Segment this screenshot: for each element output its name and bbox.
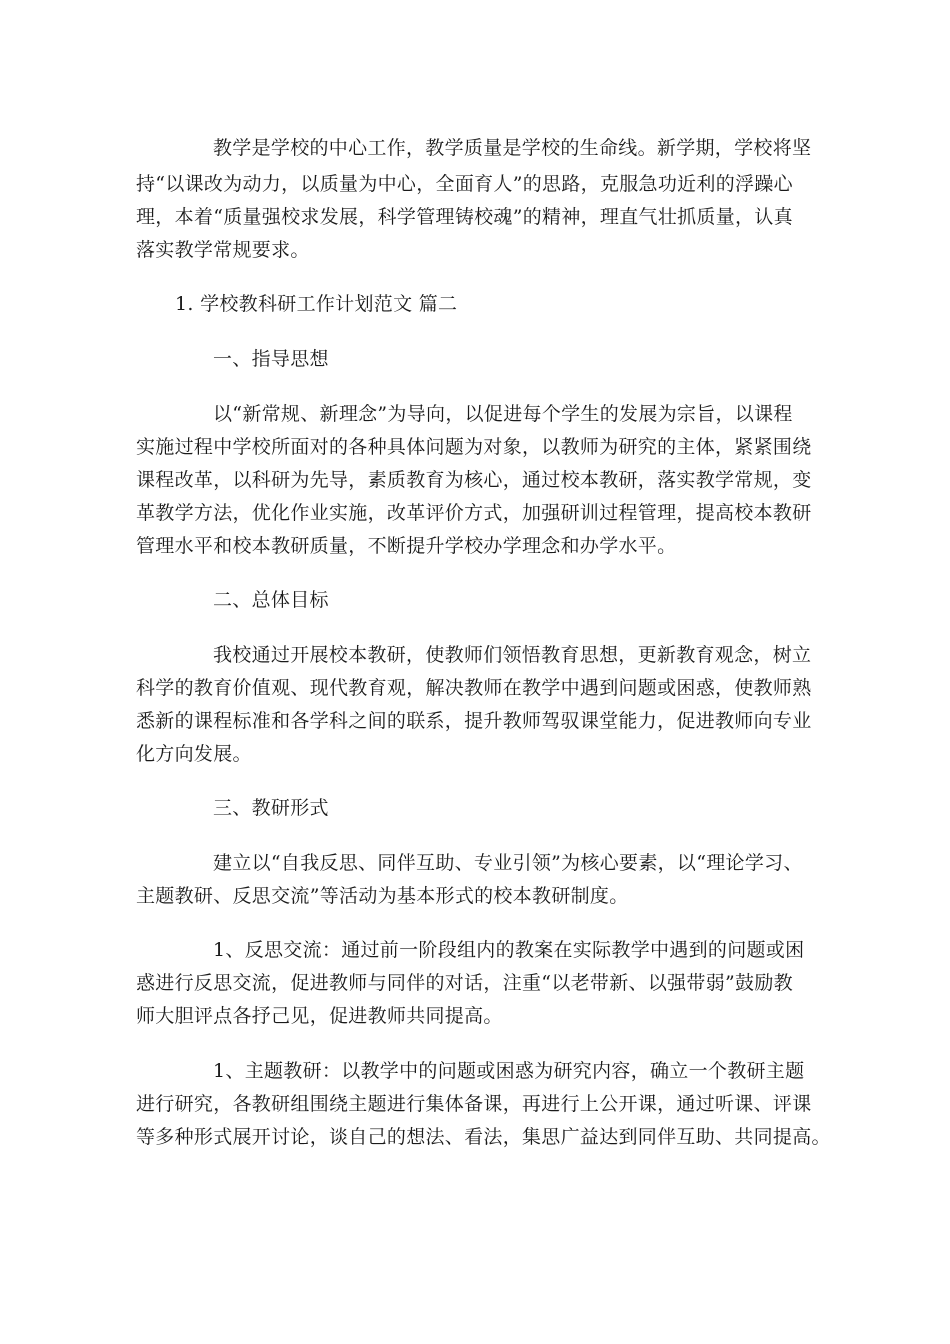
guiding-thought-line-3: 课程改革，以科研为先导，素质教育为核心，通过校本教研，落实教学常规，变	[136, 469, 812, 491]
item-theme-line-2: 进行研究，各教研组围绕主题进行集体备课，再进行上公开课，通过听课、评课	[136, 1093, 812, 1115]
item-theme-line-3: 等多种形式展开讨论，谈自己的想法、看法，集思广益达到同伴互助、共同提高。	[136, 1126, 831, 1148]
research-form-line-2: 主题教研、反思交流”等活动为基本形式的校本教研制度。	[136, 885, 629, 907]
intro-line-3: 理，本着“质量强校求发展，科学管理铸校魂”的精神，理直气壮抓质量，认真	[136, 206, 793, 228]
item-reflection-line-2: 惑进行反思交流，促进教师与同伴的对话，注重“以老带新、以强带弱”鼓励教	[136, 972, 793, 994]
guiding-thought-line-2: 实施过程中学校所面对的各种具体问题为对象，以教师为研究的主体，紧紧围绕	[136, 436, 812, 458]
section-heading-guiding-thought: 一、指导思想	[213, 348, 329, 370]
guiding-thought-line-1: 以“新常规、新理念”为导向，以促进每个学生的发展为宗旨，以课程	[213, 403, 793, 425]
item-reflection-line-3: 师大胆评点各抒己见，促进教师共同提高。	[136, 1005, 503, 1027]
guiding-thought-line-4: 革教学方法，优化作业实施，改革评价方式，加强研训过程管理，提高校本教研	[136, 502, 812, 524]
intro-line-2: 持“以课改为动力，以质量为中心，全面育人”的思路，克服急功近利的浮躁心	[136, 173, 793, 195]
guiding-thought-line-5: 管理水平和校本教研质量，不断提升学校办学理念和办学水平。	[136, 535, 677, 557]
overall-goal-line-3: 悉新的课程标准和各学科之间的联系，提升教师驾驭课堂能力，促进教师向专业	[136, 710, 812, 732]
overall-goal-line-1: 我校通过开展校本教研，使教师们领悟教育思想，更新教育观念，树立	[213, 644, 812, 666]
item-reflection-line-1: 1、反思交流：通过前一阶段组内的教案在实际教学中遇到的问题或困	[213, 939, 805, 961]
intro-line-1: 教学是学校的中心工作，教学质量是学校的生命线。新学期，学校将坚	[213, 137, 812, 159]
overall-goal-line-4: 化方向发展。	[136, 743, 252, 765]
intro-line-4: 落实教学常规要求。	[136, 239, 310, 261]
section-heading-research-form: 三、教研形式	[213, 797, 329, 819]
article-title: 1. 学校教科研工作计划范文 篇二	[175, 293, 458, 315]
research-form-line-1: 建立以“自我反思、同伴互助、专业引领”为核心要素，以“理论学习、	[213, 852, 803, 874]
overall-goal-line-2: 科学的教育价值观、现代教育观，解决教师在教学中遇到问题或困惑，使教师熟	[136, 677, 812, 699]
item-theme-line-1: 1、主题教研：以教学中的问题或困惑为研究内容，确立一个教研主题	[213, 1060, 805, 1082]
section-heading-overall-goal: 二、总体目标	[213, 589, 329, 611]
